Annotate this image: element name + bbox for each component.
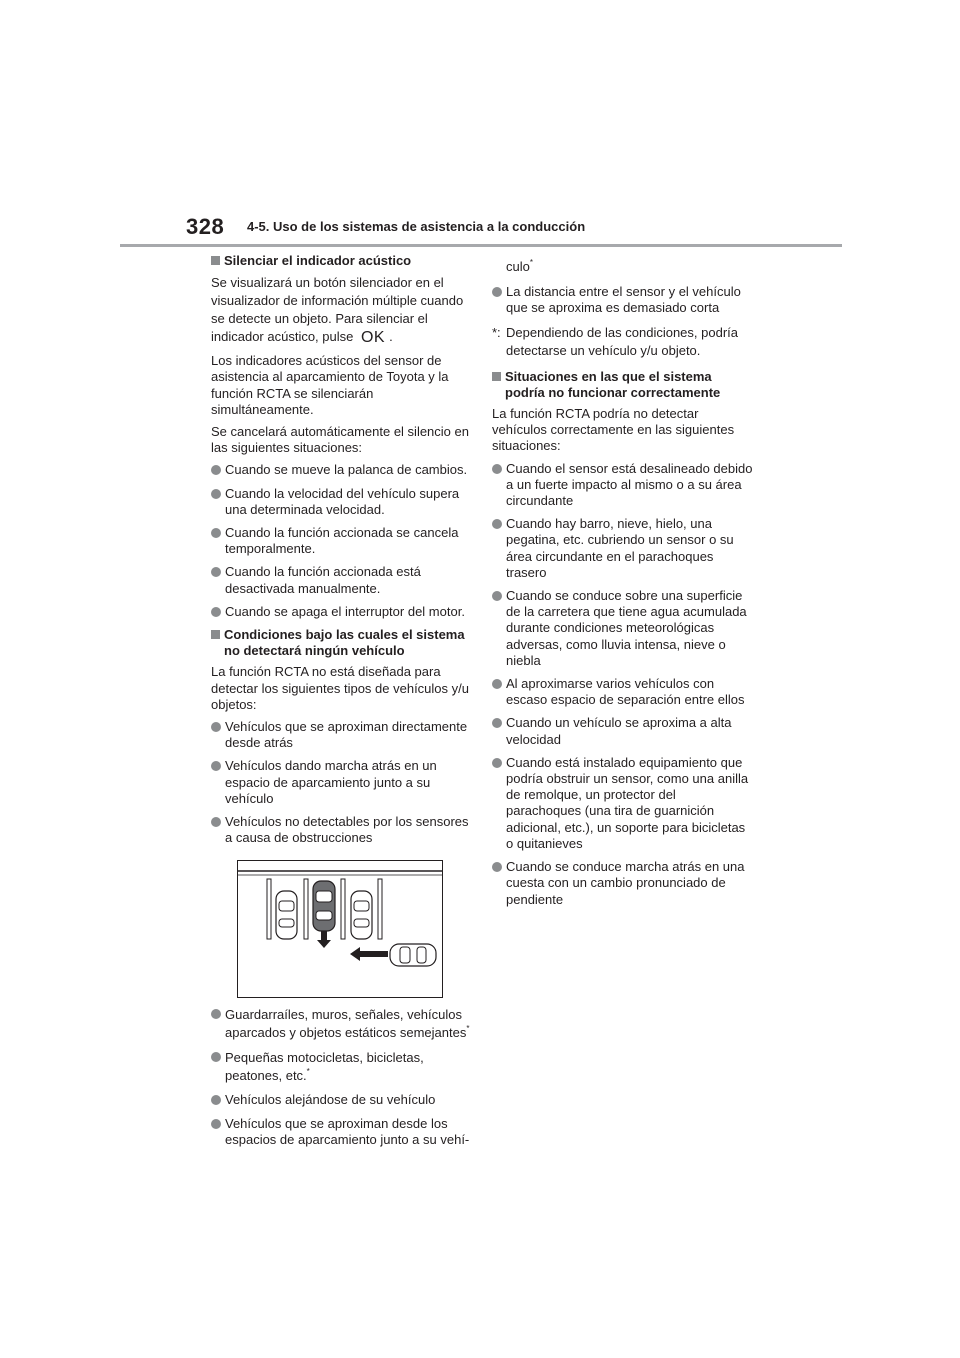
list-item: Cuando está instalado equipamiento que podría obstruir un sensor, como una anilla de remolque, un protector del parachoques (una tira de guarnición adicional, etc.), un soporte para bicicletas o quitanieves	[492, 755, 754, 852]
malfunction-heading: Situaciones en las que el sistema podría no funcionar correctamente	[492, 369, 754, 401]
list-item: Al aproximarse varios vehículos con escaso espacio de separación entre ellos	[492, 676, 754, 708]
footnote-asterisk: *	[529, 258, 533, 267]
bullet-dot-icon	[211, 1119, 221, 1129]
continued-text: culo*	[506, 258, 533, 274]
bullet-dot-icon	[492, 591, 502, 601]
bullet-dot-icon	[492, 718, 502, 728]
parking-illustration	[237, 860, 443, 998]
list-item: La distancia entre el sensor y el vehículo que se aproxima es demasiado corta	[492, 284, 754, 316]
bullet-dot-icon	[492, 287, 502, 297]
bullet-dot-icon	[211, 761, 221, 771]
bullet-dot-icon	[211, 1009, 221, 1019]
list-item: Cuando se conduce marcha atrás en una cuesta con un cambio pronunciado de pendiente	[492, 859, 754, 908]
list-item: Cuando hay barro, nieve, hielo, una pegatina, etc. cubriendo un sensor o su área circundante en el parachoques trasero	[492, 516, 754, 581]
footnote	[492, 324, 754, 360]
bullet-dot-icon	[492, 862, 502, 872]
approaching-car-icon	[390, 944, 436, 966]
footnote-asterisk: *	[306, 1067, 310, 1077]
parking-divider	[378, 879, 382, 939]
bullet-dot-icon	[211, 465, 221, 475]
malfunction-bullet-list	[492, 461, 754, 908]
silence-paragraph-2: Los indicadores acústicos del sensor de asistencia al aparcamiento de Toyota y la función RCTA se silenciarán simultáneamente.	[211, 353, 449, 417]
bullet-dot-icon	[211, 567, 221, 577]
parking-diagram	[238, 861, 442, 997]
no-detect-bullet-list	[211, 719, 473, 846]
list-item: Vehículos alejándose de su vehículo	[211, 1092, 473, 1108]
distance-bullet-list	[492, 284, 754, 316]
ok-button-icon: OK	[360, 329, 386, 347]
no-detect-intro: La función RCTA no está diseñada para detectar los siguientes tipos de vehículos y/u objetos:	[211, 664, 469, 712]
silence-heading: Silenciar el indicador acústico	[211, 253, 473, 269]
bullet-dot-icon	[211, 1095, 221, 1105]
section-title: 4-5. Uso de los sistemas de asistencia a la conducción	[247, 219, 586, 234]
parked-car-icon	[351, 891, 372, 939]
own-car-icon	[313, 881, 335, 931]
no-detect-heading: Condiciones bajo las cuales el sistema no detectará ningún vehículo	[211, 627, 473, 659]
left-column	[211, 253, 473, 1155]
list-item: Cuando la función accionada se cancela temporalmente.	[211, 525, 473, 557]
parking-divider	[304, 879, 308, 939]
malfunction-intro: La función RCTA podría no detectar vehículos correctamente en las siguientes situaciones:	[492, 406, 735, 454]
list-item: Cuando un vehículo se aproxima a alta velocidad	[492, 715, 754, 747]
list-item: Cuando se mueve la palanca de cambios.	[211, 462, 473, 478]
bullet-dot-icon	[492, 464, 502, 474]
right-column	[492, 253, 754, 915]
reverse-arrow-icon	[317, 931, 331, 948]
list-item: Guardarraíles, muros, señales, vehículos aparcados y objetos estáticos semejantes*	[211, 1006, 473, 1042]
bullet-dot-icon	[492, 758, 502, 768]
list-item: Vehículos no detectables por los sensores a causa de obstrucciones	[211, 814, 473, 846]
footnote-text: Dependiendo de las condiciones, podría detectarse un vehículo y/u objeto.	[506, 324, 739, 358]
square-bullet-icon	[211, 256, 220, 265]
list-item: Cuando el sensor está desalineado debido a un fuerte impacto al mismo o a su área circundante	[492, 461, 754, 510]
bullet-dot-icon	[211, 528, 221, 538]
list-item: Cuando se apaga el interruptor del motor.	[211, 604, 473, 620]
silence-paragraph-3: Se cancelará automáticamente el silencio en las siguientes situaciones:	[211, 424, 469, 456]
footnote-asterisk: *	[466, 1024, 470, 1034]
square-bullet-icon	[492, 372, 501, 381]
page-number: 328	[186, 214, 225, 239]
silence-paragraph-1: Se visualizará un botón silenciador en el visualizador de información múltiple cuando se detecte un objeto. Para silenciar el indicador acústico, pulse OK .	[211, 275, 464, 347]
list-item: Cuando la velocidad del vehículo supera una determinada velocidad.	[211, 486, 473, 518]
parking-divider	[267, 879, 271, 939]
bullet-dot-icon	[211, 817, 221, 827]
bullet-dot-icon	[211, 607, 221, 617]
approach-arrow-icon	[350, 947, 388, 961]
list-item: Pequeñas motocicletas, bicicletas, peatones, etc.*	[211, 1049, 473, 1085]
parking-divider	[341, 879, 345, 939]
list-item: Vehículos que se aproximan desde los espacios de aparcamiento junto a su vehí-	[211, 1116, 473, 1148]
bullet-dot-icon	[211, 1052, 221, 1062]
bullet-dot-icon	[211, 722, 221, 732]
list-item: Vehículos que se aproximan directamente desde atrás	[211, 719, 473, 751]
list-item: Cuando se conduce sobre una superficie de la carretera que tiene agua acumulada durante condiciones meteorológicas adversas, como lluvia intensa, nieve o niebla	[492, 588, 754, 669]
silence-bullet-list	[211, 462, 473, 620]
list-item: Cuando la función accionada está desactivada manualmente.	[211, 564, 473, 596]
parked-car-icon	[276, 891, 297, 939]
header-rule	[120, 244, 842, 247]
bullet-dot-icon	[492, 519, 502, 529]
bullet-dot-icon	[211, 489, 221, 499]
list-item: Vehículos dando marcha atrás en un espacio de aparcamiento junto a su vehículo	[211, 758, 473, 807]
bullet-dot-icon	[492, 679, 502, 689]
square-bullet-icon	[211, 630, 220, 639]
footnote-mark: *:	[492, 324, 501, 340]
no-detect-bullet-list-continued	[211, 1006, 473, 1148]
